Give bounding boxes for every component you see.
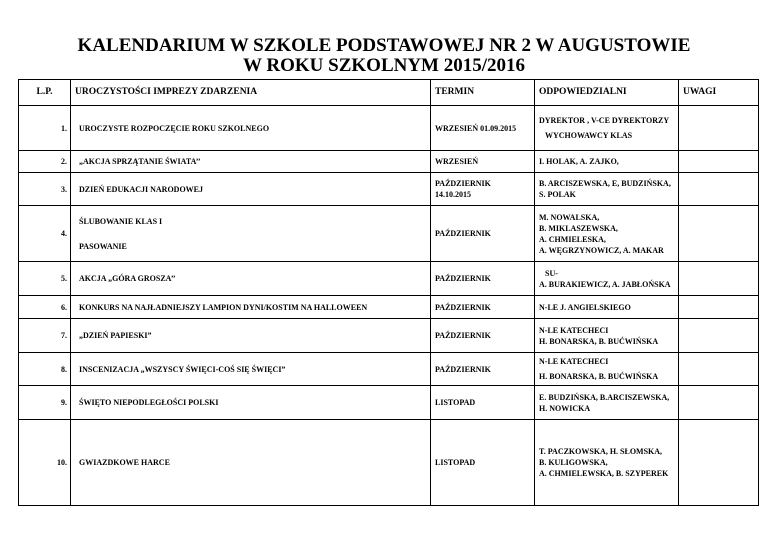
header-term: TERMIN	[431, 80, 535, 106]
responsible-line: B. ARCISZEWSKA, E, BUDZIŃSKA,	[539, 179, 671, 188]
responsible-line: H. BONARSKA, B. BUĆWIŃSKA	[539, 336, 659, 346]
table-header-row	[19, 80, 759, 106]
row-notes	[679, 173, 759, 206]
row-number: 3.	[19, 173, 71, 206]
event-line: PASOWANIE	[79, 241, 127, 251]
row-number: 10.	[19, 420, 71, 506]
row-number: 9.	[19, 386, 71, 420]
row-event: INSCENIZACJA „WSZYSCY ŚWIĘCI-COŚ SIĘ ŚWIĘCI”	[71, 353, 431, 386]
row-event: GWIAZDKOWE HARCE	[71, 420, 431, 506]
header-notes: UWAGI	[679, 80, 759, 106]
row-event: AKCJA „GÓRA GROSZA’’	[71, 262, 431, 296]
row-notes	[679, 319, 759, 353]
responsible-line: A. BURAKIEWICZ, A. JABŁOŃSKA	[539, 279, 671, 289]
row-term: WRZESIEŃ 01.09.2015	[431, 106, 535, 151]
row-notes	[679, 151, 759, 173]
document-title: KALENDARIUM W SZKOLE PODSTAWOWEJ NR 2 W AUGUSTOWIE	[77, 35, 691, 56]
table-row	[19, 386, 759, 420]
row-number: 6.	[19, 296, 71, 319]
row-notes	[679, 106, 759, 151]
row-notes	[679, 262, 759, 296]
responsible-line: A. WĘGRZYNOWICZ, A. MAKAR	[539, 245, 664, 255]
row-responsible	[535, 206, 679, 262]
table-row	[19, 296, 759, 319]
responsible-line: DYREKTOR , V-CE DYREKTORZY	[539, 116, 670, 125]
row-responsible: I. HOLAK, A. ZAJKO,	[535, 151, 679, 173]
row-number: 5.	[19, 262, 71, 296]
responsible-line: A. CHMIELESKA,	[539, 234, 606, 244]
term-line: PAŹDZIERNIK	[435, 179, 491, 188]
row-responsible: N-LE J. ANGIELSKIEGO	[535, 296, 679, 319]
row-number: 8.	[19, 353, 71, 386]
row-notes	[679, 386, 759, 420]
row-number: 1.	[19, 106, 71, 151]
row-notes	[679, 420, 759, 506]
row-event: „AKCJA SPRZĄTANIE ŚWIATA’’	[71, 151, 431, 173]
row-event: „DZIEŃ PAPIESKI”	[71, 319, 431, 353]
row-responsible	[535, 173, 679, 206]
row-term: PAŹDZIERNIK	[431, 262, 535, 296]
responsible-line: H. NOWICKA	[539, 403, 591, 413]
responsible-line: M. NOWALSKA,	[539, 212, 600, 222]
table-row	[19, 173, 759, 206]
table-row	[19, 206, 759, 262]
responsible-line: S. POLAK	[539, 190, 576, 199]
responsible-line: SU-	[545, 268, 558, 278]
row-notes	[679, 296, 759, 319]
row-event	[71, 206, 431, 262]
row-term: PAŹDZIERNIK	[431, 206, 535, 262]
row-term: LISTOPAD	[431, 420, 535, 506]
responsible-line: T. PACZKOWSKA, H. SŁOMSKA,	[539, 447, 663, 456]
row-event: UROCZYSTE ROZPOCZĘCIE ROKU SZKOLNEGO	[71, 106, 431, 151]
row-number: 4.	[19, 206, 71, 262]
row-responsible	[535, 319, 679, 353]
calendar-table	[18, 79, 759, 506]
row-notes	[679, 206, 759, 262]
responsible-line: N-LE KATECHECI	[539, 325, 609, 335]
responsible-line: A. CHMIELEWSKA, B. SZYPEREK	[539, 469, 669, 478]
event-line: ŚLUBOWANIE KLAS I	[79, 216, 163, 226]
term-line: 14.10.2015	[435, 190, 471, 199]
responsible-line: N-LE KATECHECI	[539, 357, 609, 366]
table-row	[19, 106, 759, 151]
responsible-line: E. BUDZIŃSKA, B.ARCISZEWSKA,	[539, 392, 670, 402]
row-term: LISTOPAD	[431, 386, 535, 420]
table-row	[19, 151, 759, 173]
row-term	[431, 173, 535, 206]
row-responsible	[535, 353, 679, 386]
row-term: PAŹDZIERNIK	[431, 319, 535, 353]
row-term: PAŹDZIERNIK	[431, 353, 535, 386]
responsible-line: B. KULIGOWSKA,	[539, 458, 608, 467]
row-responsible	[535, 262, 679, 296]
row-responsible	[535, 106, 679, 151]
header-responsible: ODPOWIEDZIALNI	[535, 80, 679, 106]
responsible-line: WYCHOWAWCY KLAS	[545, 131, 633, 140]
responsible-line: B. MIKLASZEWSKA,	[539, 223, 618, 233]
header-lp: L.P.	[19, 80, 71, 106]
table-row	[19, 262, 759, 296]
row-term: PAŹDZIERNIK	[431, 296, 535, 319]
responsible-line: H. BONARSKA, B. BUĆWIŃSKA	[539, 372, 659, 381]
row-term: WRZESIEŃ	[431, 151, 535, 173]
table-row	[19, 353, 759, 386]
table-row	[19, 319, 759, 353]
row-event: ŚWIĘTO NIEPODLEGŁOŚCI POLSKI	[71, 386, 431, 420]
row-number: 2.	[19, 151, 71, 173]
header-events: UROCZYSTOŚCI IMPREZY ZDARZENIA	[71, 80, 431, 106]
table-row	[19, 420, 759, 506]
row-event: DZIEŃ EDUKACJI NARODOWEJ	[71, 173, 431, 206]
row-responsible	[535, 420, 679, 506]
row-number: 7.	[19, 319, 71, 353]
document-subtitle: W ROKU SZKOLNYM 2015/2016	[242, 55, 526, 76]
row-event: KONKURS NA NAJŁADNIEJSZY LAMPION DYNI/KOSTIM NA HALLOWEEN	[71, 296, 431, 319]
row-notes	[679, 353, 759, 386]
row-responsible	[535, 386, 679, 420]
